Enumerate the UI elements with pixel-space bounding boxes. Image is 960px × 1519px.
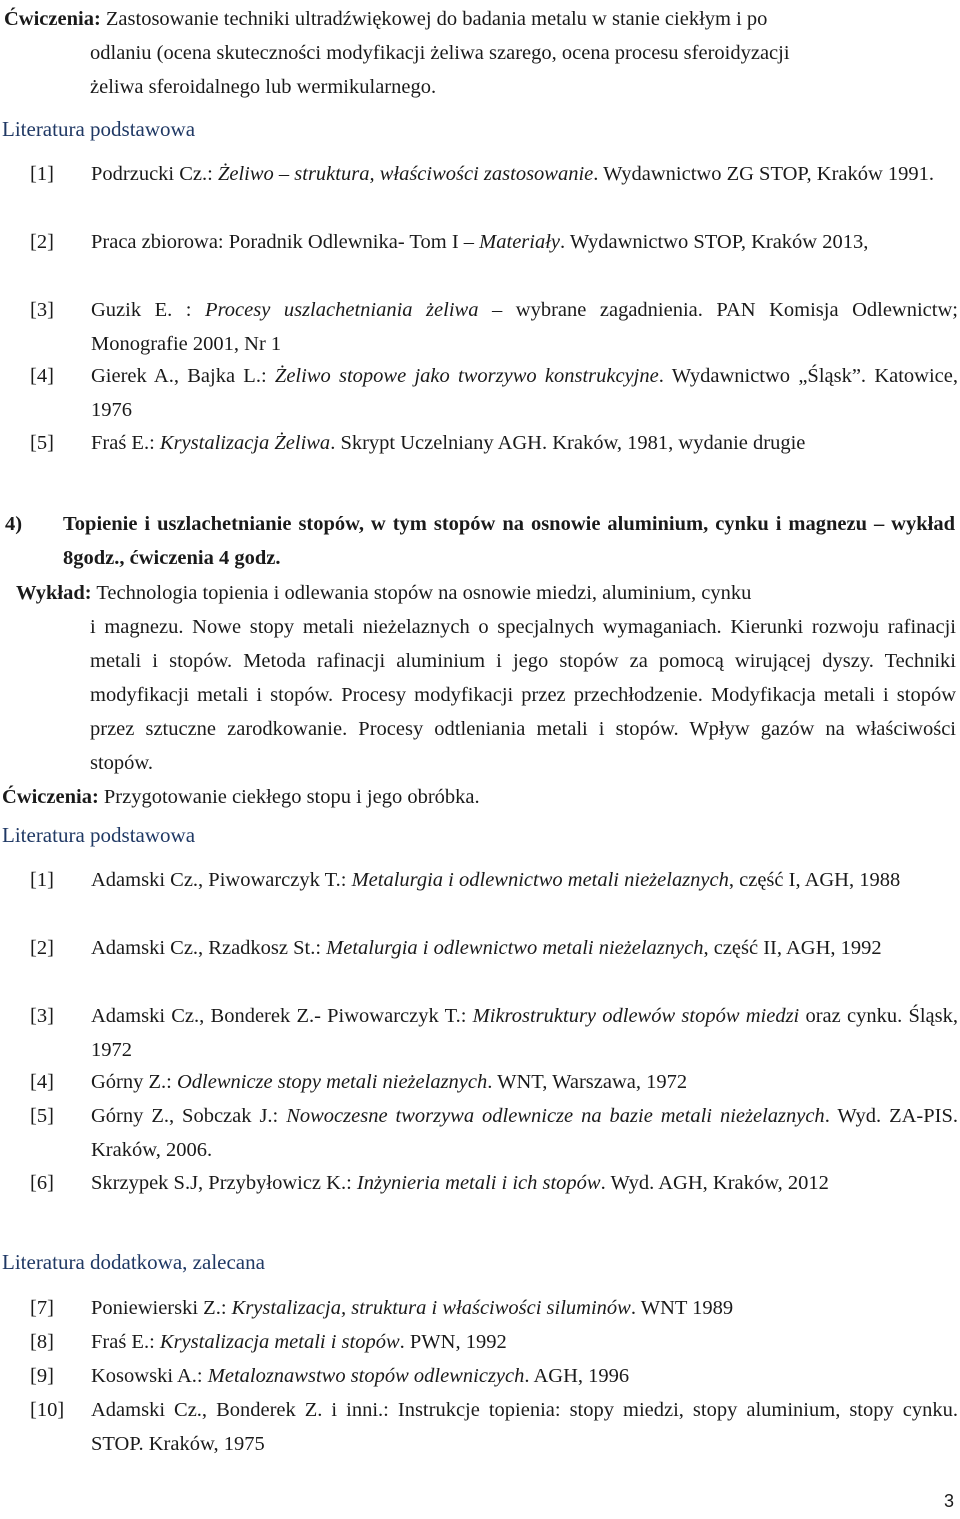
reference-number: [1]	[30, 163, 54, 185]
reference-author: Poniewierski Z.:	[91, 1297, 232, 1319]
reference-author: Gierek A., Bajka L.:	[91, 365, 275, 387]
reference-title: Odlewnicze stopy metali nieżelaznych	[176, 1071, 488, 1093]
reference-item	[30, 426, 958, 460]
reference-item	[30, 1393, 958, 1461]
reference-title: Metaloznawstwo stopów odlewniczych	[207, 1365, 525, 1387]
reference-number: [9]	[30, 1365, 54, 1387]
reference-number: [2]	[30, 231, 54, 253]
reference-publisher: . PWN, 1992	[399, 1331, 507, 1353]
reference-item	[30, 1359, 958, 1393]
reference-number: [4]	[30, 1071, 54, 1093]
exercise-text: Zastosowanie techniki ultradźwiękowej do badania metalu w stanie ciekłym i po	[100, 8, 768, 30]
reference-title: Krystalizacja, struktura i właściwości siluminów	[231, 1297, 631, 1319]
lecture-paragraph	[16, 576, 956, 780]
reference-number: [7]	[30, 1297, 54, 1319]
reference-title: Inżynieria metali i ich stopów	[356, 1172, 601, 1194]
reference-title: Nowoczesne tworzywa odlewnicze na bazie metali nieżelaznych	[286, 1105, 825, 1127]
reference-author: Adamski Cz., Bonderek Z. i inni.: Instrukcje topienia: stopy miedzi, stopy aluminium, stopy cynku. STOP. Kraków, 1975	[91, 1399, 958, 1455]
lecture-label: Wykład:	[16, 582, 92, 604]
reference-item	[30, 931, 958, 965]
section-heading	[5, 507, 955, 575]
reference-publisher: , część II, AGH, 1992	[703, 937, 882, 959]
reference-author: Praca zbiorowa: Poradnik Odlewnika- Tom I –	[91, 231, 480, 253]
reference-number: [5]	[30, 432, 54, 454]
reference-title: Procesy uszlachetniania żeliwa	[205, 299, 479, 321]
reference-author: Adamski Cz., Bonderek Z.- Piwowarczyk T.:	[91, 1005, 473, 1027]
lecture-text: i magnezu. Nowe stopy metali nieżelaznych o specjalnych wymaganiach. Kierunki rozwoju rafinacji metali i stopów. Metoda rafinacji aluminium i jego stopów za pomocą wirującej dyszy. Techniki modyfikacji metali i stopów. Procesy modyfikacji przez przechłodzenie. Modyfikacja metali i stopów przez sztuczne zarodkowanie. Procesy odtleniania metali i stopów. Wpływ gazów na właściwości stopów.	[90, 616, 956, 774]
reference-title: Metalurgia i odlewnictwo metali nieżelaznych	[326, 937, 704, 959]
lecture-text-line1: Technologia topienia i odlewania stopów na osnowie miedzi, aluminium, cynku	[91, 582, 752, 604]
reference-title: Metalurgia i odlewnictwo metali nieżelaznych	[351, 869, 729, 891]
reference-item	[30, 1166, 958, 1200]
literature-heading-3: Literatura dodatkowa, zalecana	[2, 1250, 265, 1274]
reference-publisher: . Wydawnictwo STOP, Kraków 2013,	[560, 231, 869, 253]
exercise-paragraph-1	[4, 2, 956, 104]
literature-heading-1: Literatura podstawowa	[2, 117, 196, 141]
reference-title: Krystalizacja metali i stopów	[159, 1331, 400, 1353]
reference-author: Górny Z., Sobczak J.:	[91, 1105, 287, 1127]
reference-publisher: . Skrypt Uczelniany AGH. Kraków, 1981, wydanie drugie	[330, 432, 806, 454]
reference-number: [5]	[30, 1105, 54, 1127]
page-number: 3	[943, 1491, 954, 1511]
exercise-text: Przygotowanie ciekłego stopu i jego obróbka.	[98, 786, 480, 808]
reference-item	[30, 359, 958, 427]
exercise-text-line2: odlaniu (ocena skuteczności modyfikacji żeliwa szarego, ocena procesu sferoidyzacji	[90, 42, 790, 64]
reference-author: Fraś E.:	[91, 1331, 160, 1353]
reference-publisher: . Wyd. ZA-PIS. Kraków, 2006.	[91, 1105, 958, 1161]
reference-item	[30, 1325, 958, 1359]
reference-author: Guzik E. :	[91, 299, 206, 321]
reference-author: Podrzucki Cz.:	[91, 163, 218, 185]
reference-item	[30, 1099, 958, 1167]
reference-author: Adamski Cz., Rzadkosz St.:	[91, 937, 327, 959]
reference-item	[30, 293, 958, 361]
reference-publisher: . WNT 1989	[630, 1297, 734, 1319]
reference-title: Mikrostruktury odlewów stopów miedzi	[472, 1005, 800, 1027]
exercise-text-line3: żeliwa sferoidalnego lub wermikularnego.	[90, 76, 437, 98]
reference-item	[30, 999, 958, 1067]
exercise-label: Ćwiczenia:	[2, 786, 99, 808]
section-title: Topienie i uszlachetnianie stopów, w tym stopów na osnowie aluminium, cynku i magnezu – wykład 8godz., ćwiczenia 4 godz.	[63, 513, 955, 569]
reference-publisher: . WNT, Warszawa, 1972	[487, 1071, 688, 1093]
reference-publisher: . AGH, 1996	[524, 1365, 630, 1387]
reference-author: Skrzypek S.J, Przybyłowicz K.:	[91, 1172, 357, 1194]
reference-title: Żeliwo – struktura, właściwości zastosowanie	[217, 163, 594, 185]
section-number: 4)	[5, 513, 23, 535]
literature-heading-2: Literatura podstawowa	[2, 823, 196, 847]
reference-title: Materiały	[479, 231, 561, 253]
reference-publisher: – wybrane zagadnienia. PAN Komisja Odlewnictw; Monografie 2001, Nr 1	[91, 299, 958, 355]
reference-author: Kosowski A.:	[91, 1365, 208, 1387]
reference-number: [3]	[30, 1005, 54, 1027]
reference-publisher: . Wydawnictwo ZG STOP, Kraków 1991.	[593, 163, 935, 185]
reference-author: Fraś E.:	[91, 432, 160, 454]
reference-author: Górny Z.:	[91, 1071, 177, 1093]
reference-publisher: . Wyd. AGH, Kraków, 2012	[600, 1172, 829, 1194]
reference-title: Krystalizacja Żeliwa	[159, 432, 331, 454]
reference-title: Żeliwo stopowe jako tworzywo konstrukcyjne	[274, 365, 659, 387]
reference-number: [1]	[30, 869, 54, 891]
reference-number: [3]	[30, 299, 54, 321]
reference-number: [6]	[30, 1172, 54, 1194]
reference-publisher: oraz cynku. Śląsk, 1972	[91, 1005, 959, 1061]
reference-item	[30, 863, 958, 897]
reference-publisher: . Wydawnictwo „Śląsk”. Katowice, 1976	[91, 365, 958, 421]
reference-item	[30, 1065, 958, 1099]
reference-number: [10]	[30, 1399, 65, 1421]
reference-item	[30, 225, 958, 259]
exercise-paragraph-2	[2, 780, 952, 814]
reference-item	[30, 1291, 958, 1325]
reference-item	[30, 157, 958, 191]
reference-publisher: , część I, AGH, 1988	[728, 869, 901, 891]
reference-number: [4]	[30, 365, 54, 387]
reference-number: [8]	[30, 1331, 54, 1353]
exercise-label: Ćwiczenia:	[4, 8, 101, 30]
reference-number: [2]	[30, 937, 54, 959]
reference-author: Adamski Cz., Piwowarczyk T.:	[91, 869, 352, 891]
